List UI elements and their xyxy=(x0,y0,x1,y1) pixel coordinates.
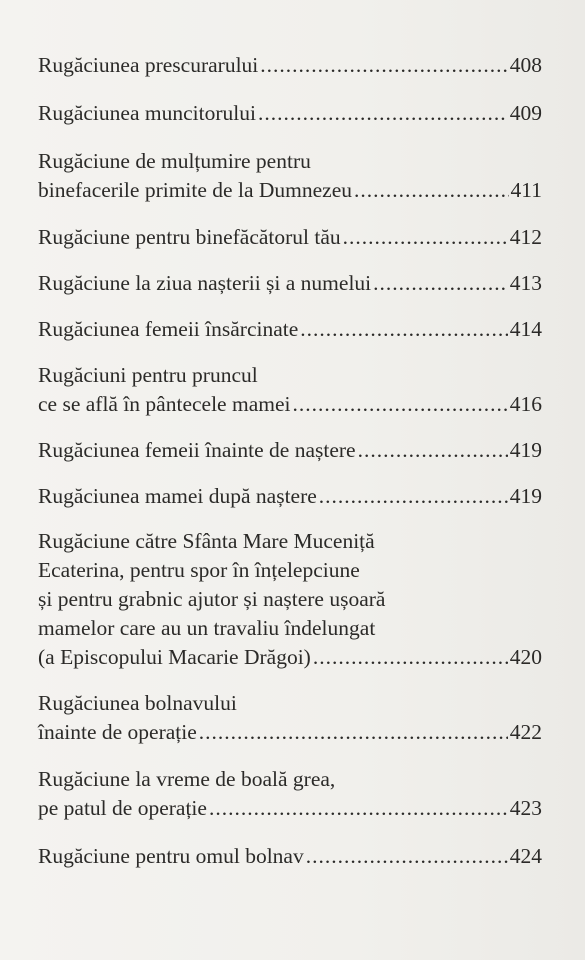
dot-leader xyxy=(300,315,507,344)
toc-page-number: 413 xyxy=(509,271,542,295)
dot-leader xyxy=(343,223,508,252)
toc-page-number: 422 xyxy=(509,720,542,744)
toc-entry-title-line: Rugăciunea muncitorului xyxy=(38,101,256,125)
toc-entry-row xyxy=(38,794,542,823)
toc-entry xyxy=(38,99,542,128)
toc-entry xyxy=(38,361,542,419)
toc-entry xyxy=(38,147,542,205)
toc-entry-title-line: înainte de operație xyxy=(38,720,197,744)
dot-leader xyxy=(358,436,508,465)
toc-entry-title-line: Rugăciuni pentru pruncul xyxy=(38,363,258,387)
dot-leader xyxy=(209,794,508,823)
toc-page-number: 424 xyxy=(509,844,542,868)
dot-leader xyxy=(313,643,508,672)
toc-entry-title-line: Rugăciune pentru binefăcătorul tău xyxy=(38,225,341,249)
toc-entry-row xyxy=(38,842,542,871)
toc-entry-row xyxy=(38,482,542,511)
dot-leader xyxy=(258,99,508,128)
toc-entry-row xyxy=(38,99,542,128)
table-of-contents xyxy=(38,34,542,871)
toc-page-number: 420 xyxy=(509,645,542,669)
toc-entry xyxy=(38,51,542,80)
toc-entry-title-line: mamelor care au un travaliu îndelungat xyxy=(38,616,376,640)
toc-entry xyxy=(38,689,542,747)
toc-entry-row xyxy=(38,269,542,298)
toc-entry-title-line: și pentru grabnic ajutor și naștere ușoară xyxy=(38,587,386,611)
toc-entry-title-line: (a Episcopului Macarie Drăgoi) xyxy=(38,645,311,669)
toc-entry xyxy=(38,765,542,823)
dot-leader xyxy=(260,51,507,80)
toc-entry xyxy=(38,223,542,252)
toc-entry-title-line: Rugăciune pentru omul bolnav xyxy=(38,844,304,868)
toc-entry-row xyxy=(38,223,542,252)
toc-entry-title-line: Rugăciune de mulțumire pentru xyxy=(38,149,311,173)
toc-entry-title-line: Rugăciunea mamei după naștere xyxy=(38,484,317,508)
toc-entry-title-line: ce se află în pântecele mamei xyxy=(38,392,291,416)
toc-entry-row xyxy=(38,315,542,344)
toc-entry-title-line: Rugăciune la ziua nașterii și a numelui xyxy=(38,271,372,295)
toc-entry-row xyxy=(38,51,542,80)
toc-page-number: 423 xyxy=(509,796,542,820)
toc-page-number: 412 xyxy=(509,225,542,249)
toc-entry-row xyxy=(38,436,542,465)
toc-entry-row xyxy=(38,390,542,419)
toc-page-number: 411 xyxy=(510,178,542,202)
dot-leader xyxy=(199,718,508,747)
toc-entry-title-line: Rugăciunea femeii însărcinate xyxy=(38,317,299,341)
dot-leader xyxy=(319,482,508,511)
toc-entry xyxy=(38,842,542,871)
toc-page-number: 414 xyxy=(509,317,542,341)
toc-entry-title-line: binefacerile primite de la Dumnezeu xyxy=(38,178,352,202)
dot-leader xyxy=(306,842,508,871)
dot-leader xyxy=(354,176,509,205)
toc-entry-title-line: Rugăciune către Sfânta Mare Muceniță xyxy=(38,529,375,553)
toc-entry-title-line: Rugăciune la vreme de boală grea, xyxy=(38,767,336,791)
toc-page-number: 419 xyxy=(509,438,542,462)
toc-entry xyxy=(38,527,542,672)
toc-entry-row xyxy=(38,643,542,672)
toc-entry xyxy=(38,436,542,465)
toc-entry-row xyxy=(38,718,542,747)
toc-entry xyxy=(38,315,542,344)
toc-entry-title-line: Rugăciunea femeii înainte de naștere xyxy=(38,438,356,462)
toc-page-number: 419 xyxy=(509,484,542,508)
toc-entry xyxy=(38,269,542,298)
toc-entry-title-line: Rugăciunea bolnavului xyxy=(38,691,237,715)
toc-entry-title-line: pe patul de operație xyxy=(38,796,207,820)
toc-entry xyxy=(38,482,542,511)
dot-leader xyxy=(292,390,507,419)
toc-entry-title-line: Ecaterina, pentru spor în înțelepciune xyxy=(38,558,360,582)
toc-page-number: 408 xyxy=(509,53,542,77)
toc-entry-title-line: Rugăciunea prescurarului xyxy=(38,53,259,77)
toc-page-number: 409 xyxy=(509,101,542,125)
toc-page-number: 416 xyxy=(509,392,542,416)
dot-leader xyxy=(373,269,508,298)
toc-entry-row xyxy=(38,176,542,205)
